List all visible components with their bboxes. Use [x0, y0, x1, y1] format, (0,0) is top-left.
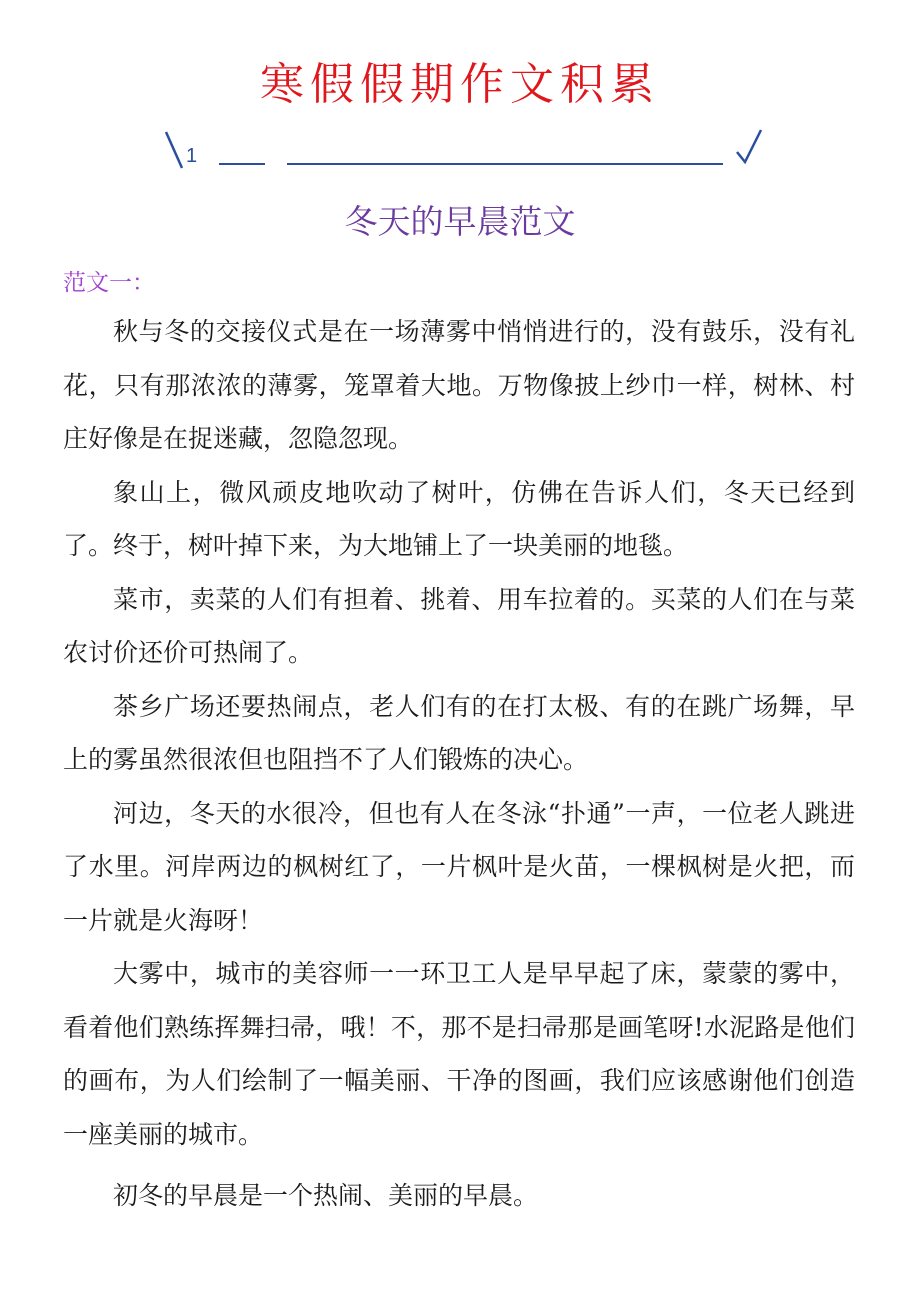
left-slash-mark: [166, 132, 182, 168]
paragraph: 茶乡广场还要热闹点，老人们有的在打太极、有的在跳广场舞，早上的雾虽然很浓但也阻挡不了人们锻炼的决心。: [63, 691, 855, 774]
article-title: 冬天的早晨范文: [344, 202, 576, 241]
article-body: [63, 305, 855, 1223]
decoration-number: 1: [186, 145, 198, 167]
paragraph: 大雾中，城市的美容师一一环卫工人是早早起了床，蒙蒙的雾中，看着他们熟练挥舞扫帚，哦！不，那不是扫帚那是画笔呀!水泥路是他们的画布，为人们绘制了一幅美丽、干净的图画，我们应该感谢他们创造一座美丽的城市。: [63, 959, 855, 1149]
paragraph-conclusion: 初冬的早晨是一个热闹、美丽的早晨。: [113, 1181, 539, 1210]
section-label: 范文一：: [63, 270, 155, 296]
paragraph: 秋与冬的交接仪式是在一场薄雾中悄悄进行的，没有鼓乐，没有礼花，只有那浓浓的薄雾，笼罩着大地。万物像披上纱巾一样，树林、村庄好像是在捉迷藏，忽隐忽现。: [63, 317, 855, 453]
check-mark-icon: [737, 130, 761, 162]
paragraph: 菜市，卖菜的人们有担着、挑着、用车拉着的。买菜的人们在与菜农讨价还价可热闹了。: [63, 584, 855, 667]
decorative-divider: [0, 124, 920, 174]
paragraph: 河边，冬天的水很冷，但也有人在冬泳“扑通”一声，一位老人跳进了水里。河岸两边的枫树红了，一片枫叶是火苗，一棵枫树是火把，而一片就是火海呀！: [63, 798, 855, 935]
paragraph: 象山上，微风顽皮地吹动了树叶，仿佛在告诉人们，冬天已经到了。终于，树叶掉下来，为大地铺上了一块美丽的地毯。: [63, 477, 855, 560]
page-title: 寒假假期作文积累: [260, 59, 660, 110]
